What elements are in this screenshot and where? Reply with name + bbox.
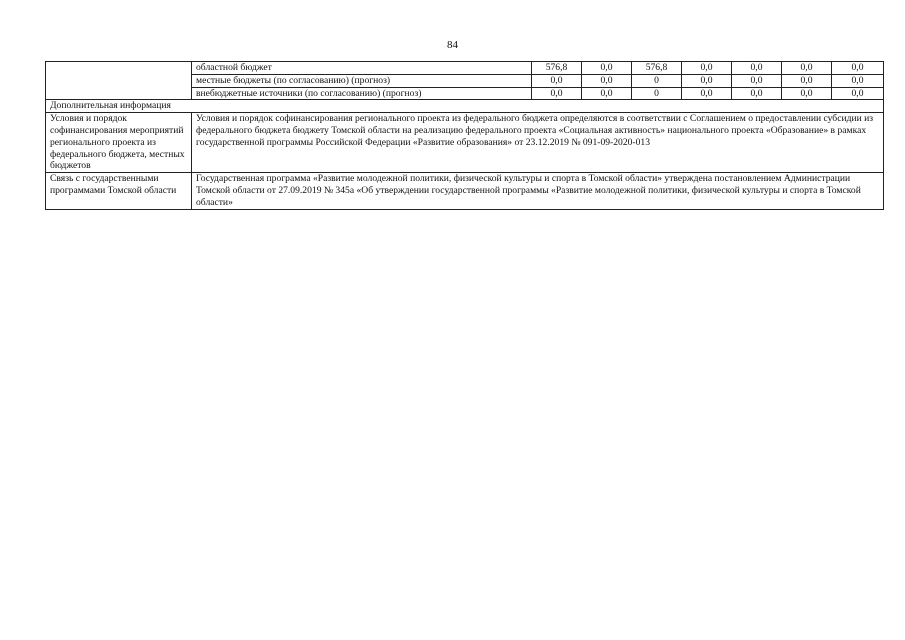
funding-source: внебюджетные источники (по согласованию) (прогноз) xyxy=(192,87,532,100)
value-cell: 0,0 xyxy=(732,74,782,87)
row-label: Условия и порядок софинансирования мероприятий регионального проекта из федерального бюджета, местных бюджетов xyxy=(46,113,192,173)
value-cell: 0,0 xyxy=(682,62,732,75)
value-cell: 0 xyxy=(632,74,682,87)
empty-label-cell xyxy=(46,62,192,100)
value-cell: 0,0 xyxy=(832,87,884,100)
value-cell: 576,8 xyxy=(532,62,582,75)
value-cell: 0,0 xyxy=(532,74,582,87)
additional-info-heading: Дополнительная информация xyxy=(46,100,884,113)
row-text: Условия и порядок софинансирования регионального проекта из федерального бюджета определяются в соответствии с Соглашением о предоставлении субсидии из федерального бюджета бюджету Томской области на реализацию федерального проекта «Социальная активность» национального проекта «Образование» в рамках государственной программы Российской Федерации «Развитие образования» от 23.12.2019 № 091-09-2020-013 xyxy=(192,113,884,173)
value-cell: 0,0 xyxy=(732,87,782,100)
value-cell: 0 xyxy=(632,87,682,100)
value-cell: 0,0 xyxy=(582,62,632,75)
funding-source: областной бюджет xyxy=(192,62,532,75)
table-row-cofinancing-conditions xyxy=(46,113,884,173)
table-row-state-programs-link xyxy=(46,173,884,209)
value-cell: 576,8 xyxy=(632,62,682,75)
funding-source: местные бюджеты (по согласованию) (прогноз) xyxy=(192,74,532,87)
row-label: Связь с государственными программами Томской области xyxy=(46,173,192,209)
value-cell: 0,0 xyxy=(782,62,832,75)
value-cell: 0,0 xyxy=(682,87,732,100)
value-cell: 0,0 xyxy=(532,87,582,100)
value-cell: 0,0 xyxy=(832,62,884,75)
value-cell: 0,0 xyxy=(582,74,632,87)
table-row-additional-info-header xyxy=(46,100,884,113)
table-row-regional-budget xyxy=(46,62,884,75)
value-cell: 0,0 xyxy=(832,74,884,87)
page-number: 84 xyxy=(447,39,458,51)
value-cell: 0,0 xyxy=(782,74,832,87)
value-cell: 0,0 xyxy=(782,87,832,100)
value-cell: 0,0 xyxy=(582,87,632,100)
financing-table xyxy=(45,61,884,210)
value-cell: 0,0 xyxy=(732,62,782,75)
row-text: Государственная программа «Развитие молодежной политики, физической культуры и спорта в Томской области» утверждена постановлением Администрации Томской области от 27.09.2019 № 345а «Об утверждении государственной программы «Развитие молодежной политики, физической культуры и спорта в Томской области» xyxy=(192,173,884,209)
value-cell: 0,0 xyxy=(682,74,732,87)
